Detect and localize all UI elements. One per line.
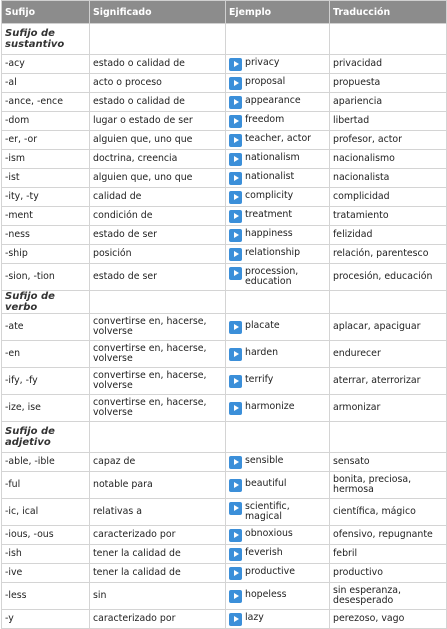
example-word: harmonize bbox=[245, 400, 295, 412]
example-wrap bbox=[229, 210, 326, 220]
example-cell bbox=[226, 55, 330, 74]
play-audio-icon[interactable] bbox=[229, 321, 242, 334]
example-cell bbox=[226, 545, 330, 564]
translation-cell: endurecer bbox=[330, 341, 447, 368]
example-word: procession, education bbox=[245, 266, 299, 287]
example-wrap bbox=[229, 134, 326, 144]
table-row bbox=[2, 583, 447, 610]
table-row bbox=[2, 188, 447, 207]
example-cell bbox=[226, 150, 330, 169]
translation-cell: sensato bbox=[330, 453, 447, 472]
section-title: Sufijo de sustantivo bbox=[2, 24, 90, 55]
example-word: sensible bbox=[245, 454, 284, 466]
example-cell bbox=[226, 245, 330, 264]
suffix-cell: -ity, -ty bbox=[2, 188, 90, 207]
meaning-cell: alguien que, uno que bbox=[90, 169, 226, 188]
empty-cell bbox=[226, 422, 330, 453]
suffix-cell: -y bbox=[2, 610, 90, 629]
meaning-cell: lugar o estado de ser bbox=[90, 112, 226, 131]
example-cell bbox=[226, 131, 330, 150]
play-audio-icon[interactable] bbox=[229, 96, 242, 109]
suffix-cell: -ness bbox=[2, 226, 90, 245]
suffix-table bbox=[1, 0, 447, 629]
section-row bbox=[2, 422, 447, 453]
example-wrap bbox=[229, 321, 326, 331]
translation-cell: perezoso, vago bbox=[330, 610, 447, 629]
header-significado: Significado bbox=[90, 1, 226, 24]
empty-cell bbox=[330, 422, 447, 453]
table-row bbox=[2, 395, 447, 422]
example-cell bbox=[226, 112, 330, 131]
translation-cell: tratamiento bbox=[330, 207, 447, 226]
table-row bbox=[2, 264, 447, 291]
example-cell bbox=[226, 341, 330, 368]
section-title: Sufijo de verbo bbox=[2, 291, 90, 314]
meaning-cell: estado de ser bbox=[90, 264, 226, 291]
example-wrap bbox=[229, 375, 326, 385]
example-wrap bbox=[229, 77, 326, 87]
empty-cell bbox=[90, 24, 226, 55]
meaning-cell: acto o proceso bbox=[90, 74, 226, 93]
suffix-cell: -al bbox=[2, 74, 90, 93]
translation-cell: libertad bbox=[330, 112, 447, 131]
play-audio-icon[interactable] bbox=[229, 153, 242, 166]
example-word: privacy bbox=[245, 56, 280, 68]
translation-cell: febril bbox=[330, 545, 447, 564]
example-word: lazy bbox=[245, 611, 264, 623]
example-wrap bbox=[229, 153, 326, 163]
table-row bbox=[2, 368, 447, 395]
example-wrap bbox=[229, 479, 326, 489]
example-wrap bbox=[229, 96, 326, 106]
example-cell bbox=[226, 610, 330, 629]
suffix-cell: -ate bbox=[2, 314, 90, 341]
example-wrap bbox=[229, 402, 326, 412]
play-audio-icon[interactable] bbox=[229, 529, 242, 542]
empty-cell bbox=[330, 24, 447, 55]
suffix-cell: -ify, -fy bbox=[2, 368, 90, 395]
table-header bbox=[2, 1, 447, 24]
table-row bbox=[2, 341, 447, 368]
meaning-cell: convertirse en, hacerse, volverse bbox=[90, 314, 226, 341]
meaning-cell: condición de bbox=[90, 207, 226, 226]
example-wrap bbox=[229, 248, 326, 258]
empty-cell bbox=[330, 291, 447, 314]
table-row bbox=[2, 314, 447, 341]
play-audio-icon[interactable] bbox=[229, 548, 242, 561]
example-word: freedom bbox=[245, 113, 285, 125]
example-cell bbox=[226, 169, 330, 188]
example-word: hopeless bbox=[245, 588, 287, 600]
suffix-cell: -ance, -ence bbox=[2, 93, 90, 112]
play-audio-icon[interactable] bbox=[229, 134, 242, 147]
table-row bbox=[2, 453, 447, 472]
translation-cell: aterrar, aterrorizar bbox=[330, 368, 447, 395]
translation-cell: nacionalismo bbox=[330, 150, 447, 169]
translation-cell: privacidad bbox=[330, 55, 447, 74]
play-audio-icon[interactable] bbox=[229, 375, 242, 388]
table-row bbox=[2, 545, 447, 564]
suffix-cell: -sion, -tion bbox=[2, 264, 90, 291]
play-audio-icon[interactable] bbox=[229, 613, 242, 626]
section-row bbox=[2, 291, 447, 314]
table-row bbox=[2, 55, 447, 74]
play-audio-icon[interactable] bbox=[229, 479, 242, 492]
table-row bbox=[2, 207, 447, 226]
meaning-cell: posición bbox=[90, 245, 226, 264]
suffix-cell: -acy bbox=[2, 55, 90, 74]
example-wrap bbox=[229, 229, 326, 239]
example-cell bbox=[226, 472, 330, 499]
suffix-cell: -able, -ible bbox=[2, 453, 90, 472]
example-cell bbox=[226, 264, 330, 291]
suffix-cell: -ment bbox=[2, 207, 90, 226]
meaning-cell: estado o calidad de bbox=[90, 93, 226, 112]
translation-cell: científica, mágico bbox=[330, 499, 447, 526]
translation-cell: profesor, actor bbox=[330, 131, 447, 150]
play-audio-icon[interactable] bbox=[229, 229, 242, 242]
table-row bbox=[2, 526, 447, 545]
translation-cell: complicidad bbox=[330, 188, 447, 207]
header-sufijo: Sufijo bbox=[2, 1, 90, 24]
play-audio-icon[interactable] bbox=[229, 267, 242, 280]
meaning-cell: notable para bbox=[90, 472, 226, 499]
meaning-cell: tener la calidad de bbox=[90, 545, 226, 564]
table-row bbox=[2, 226, 447, 245]
translation-cell: apariencia bbox=[330, 93, 447, 112]
table-row bbox=[2, 169, 447, 188]
example-cell bbox=[226, 395, 330, 422]
section-title: Sufijo de adjetivo bbox=[2, 422, 90, 453]
meaning-cell: sin bbox=[90, 583, 226, 610]
example-word: relationship bbox=[245, 246, 301, 258]
suffix-cell: -ize, ise bbox=[2, 395, 90, 422]
translation-cell: nacionalista bbox=[330, 169, 447, 188]
example-cell bbox=[226, 583, 330, 610]
example-wrap bbox=[229, 172, 326, 182]
play-audio-icon[interactable] bbox=[229, 77, 242, 90]
example-cell bbox=[226, 207, 330, 226]
suffix-cell: -ic, ical bbox=[2, 499, 90, 526]
translation-cell: felizidad bbox=[330, 226, 447, 245]
suffix-cell: -er, -or bbox=[2, 131, 90, 150]
translation-cell: sin esperanza, desesperado bbox=[330, 583, 447, 610]
example-cell bbox=[226, 526, 330, 545]
example-word: beautiful bbox=[245, 477, 287, 489]
suffix-cell: -less bbox=[2, 583, 90, 610]
play-audio-icon[interactable] bbox=[229, 248, 242, 261]
example-word: happiness bbox=[245, 227, 293, 239]
example-cell bbox=[226, 188, 330, 207]
empty-cell bbox=[90, 422, 226, 453]
suffix-cell: -ship bbox=[2, 245, 90, 264]
meaning-cell: convertirse en, hacerse, volverse bbox=[90, 341, 226, 368]
meaning-cell: caracterizado por bbox=[90, 610, 226, 629]
meaning-cell: alguien que, uno que bbox=[90, 131, 226, 150]
translation-cell: propuesta bbox=[330, 74, 447, 93]
play-audio-icon[interactable] bbox=[229, 58, 242, 71]
example-word: proposal bbox=[245, 75, 286, 87]
suffix-cell: -dom bbox=[2, 112, 90, 131]
table-row bbox=[2, 150, 447, 169]
play-audio-icon[interactable] bbox=[229, 348, 242, 361]
translation-cell: bonita, preciosa, hermosa bbox=[330, 472, 447, 499]
example-word: terrify bbox=[245, 373, 274, 385]
example-cell bbox=[226, 93, 330, 112]
example-wrap bbox=[229, 58, 326, 68]
play-audio-icon[interactable] bbox=[229, 191, 242, 204]
suffix-cell: -ive bbox=[2, 564, 90, 583]
meaning-cell: convertirse en, hacerse, volverse bbox=[90, 395, 226, 422]
meaning-cell: estado o calidad de bbox=[90, 55, 226, 74]
play-audio-icon[interactable] bbox=[229, 590, 242, 603]
example-word: feverish bbox=[245, 546, 283, 558]
example-cell bbox=[226, 226, 330, 245]
translation-cell: armonizar bbox=[330, 395, 447, 422]
example-word: scientific, magical bbox=[245, 501, 290, 522]
example-wrap bbox=[229, 456, 326, 466]
table-body bbox=[2, 24, 447, 629]
translation-cell: aplacar, apaciguar bbox=[330, 314, 447, 341]
example-word: productive bbox=[245, 565, 295, 577]
example-word: harden bbox=[245, 346, 279, 358]
table-row bbox=[2, 472, 447, 499]
example-word: placate bbox=[245, 319, 280, 331]
example-wrap bbox=[229, 567, 326, 577]
suffix-cell: -ism bbox=[2, 150, 90, 169]
table-row bbox=[2, 131, 447, 150]
example-word: obnoxious bbox=[245, 527, 293, 539]
play-audio-icon[interactable] bbox=[229, 567, 242, 580]
play-audio-icon[interactable] bbox=[229, 172, 242, 185]
example-word: appearance bbox=[245, 94, 301, 106]
suffix-cell: -ful bbox=[2, 472, 90, 499]
play-audio-icon[interactable] bbox=[229, 456, 242, 469]
translation-cell: procesión, educación bbox=[330, 264, 447, 291]
table-row bbox=[2, 499, 447, 526]
example-wrap bbox=[229, 115, 326, 125]
suffix-cell: -ish bbox=[2, 545, 90, 564]
meaning-cell: convertirse en, hacerse, volverse bbox=[90, 368, 226, 395]
example-cell bbox=[226, 564, 330, 583]
table-row bbox=[2, 112, 447, 131]
example-wrap bbox=[229, 267, 326, 287]
suffix-cell: -en bbox=[2, 341, 90, 368]
table-row bbox=[2, 564, 447, 583]
example-wrap bbox=[229, 529, 326, 539]
suffix-cell: -ist bbox=[2, 169, 90, 188]
play-audio-icon[interactable] bbox=[229, 402, 242, 415]
meaning-cell: calidad de bbox=[90, 188, 226, 207]
meaning-cell: doctrina, creencia bbox=[90, 150, 226, 169]
example-word: treatment bbox=[245, 208, 293, 220]
meaning-cell: capaz de bbox=[90, 453, 226, 472]
table-row bbox=[2, 245, 447, 264]
meaning-cell: estado de ser bbox=[90, 226, 226, 245]
example-cell bbox=[226, 499, 330, 526]
header-ejemplo: Ejemplo bbox=[226, 1, 330, 24]
example-wrap bbox=[229, 191, 326, 201]
meaning-cell: relativas a bbox=[90, 499, 226, 526]
example-wrap bbox=[229, 613, 326, 623]
example-cell bbox=[226, 74, 330, 93]
empty-cell bbox=[226, 24, 330, 55]
play-audio-icon[interactable] bbox=[229, 115, 242, 128]
play-audio-icon[interactable] bbox=[229, 502, 242, 515]
example-wrap bbox=[229, 590, 326, 600]
example-cell bbox=[226, 314, 330, 341]
translation-cell: productivo bbox=[330, 564, 447, 583]
table-row bbox=[2, 93, 447, 112]
table-row bbox=[2, 610, 447, 629]
translation-cell: relación, parentesco bbox=[330, 245, 447, 264]
header-traduccion: Traducción bbox=[330, 1, 447, 24]
example-wrap bbox=[229, 502, 326, 522]
example-cell bbox=[226, 368, 330, 395]
translation-cell: ofensivo, repugnante bbox=[330, 526, 447, 545]
table-row bbox=[2, 74, 447, 93]
section-row bbox=[2, 24, 447, 55]
suffix-cell: -ious, -ous bbox=[2, 526, 90, 545]
example-word: complicity bbox=[245, 189, 294, 201]
example-wrap bbox=[229, 348, 326, 358]
meaning-cell: caracterizado por bbox=[90, 526, 226, 545]
example-word: nationalism bbox=[245, 151, 300, 163]
empty-cell bbox=[226, 291, 330, 314]
example-word: nationalist bbox=[245, 170, 295, 182]
empty-cell bbox=[90, 291, 226, 314]
example-wrap bbox=[229, 548, 326, 558]
example-cell bbox=[226, 453, 330, 472]
play-audio-icon[interactable] bbox=[229, 210, 242, 223]
example-word: teacher, actor bbox=[245, 132, 312, 144]
meaning-cell: tener la calidad de bbox=[90, 564, 226, 583]
